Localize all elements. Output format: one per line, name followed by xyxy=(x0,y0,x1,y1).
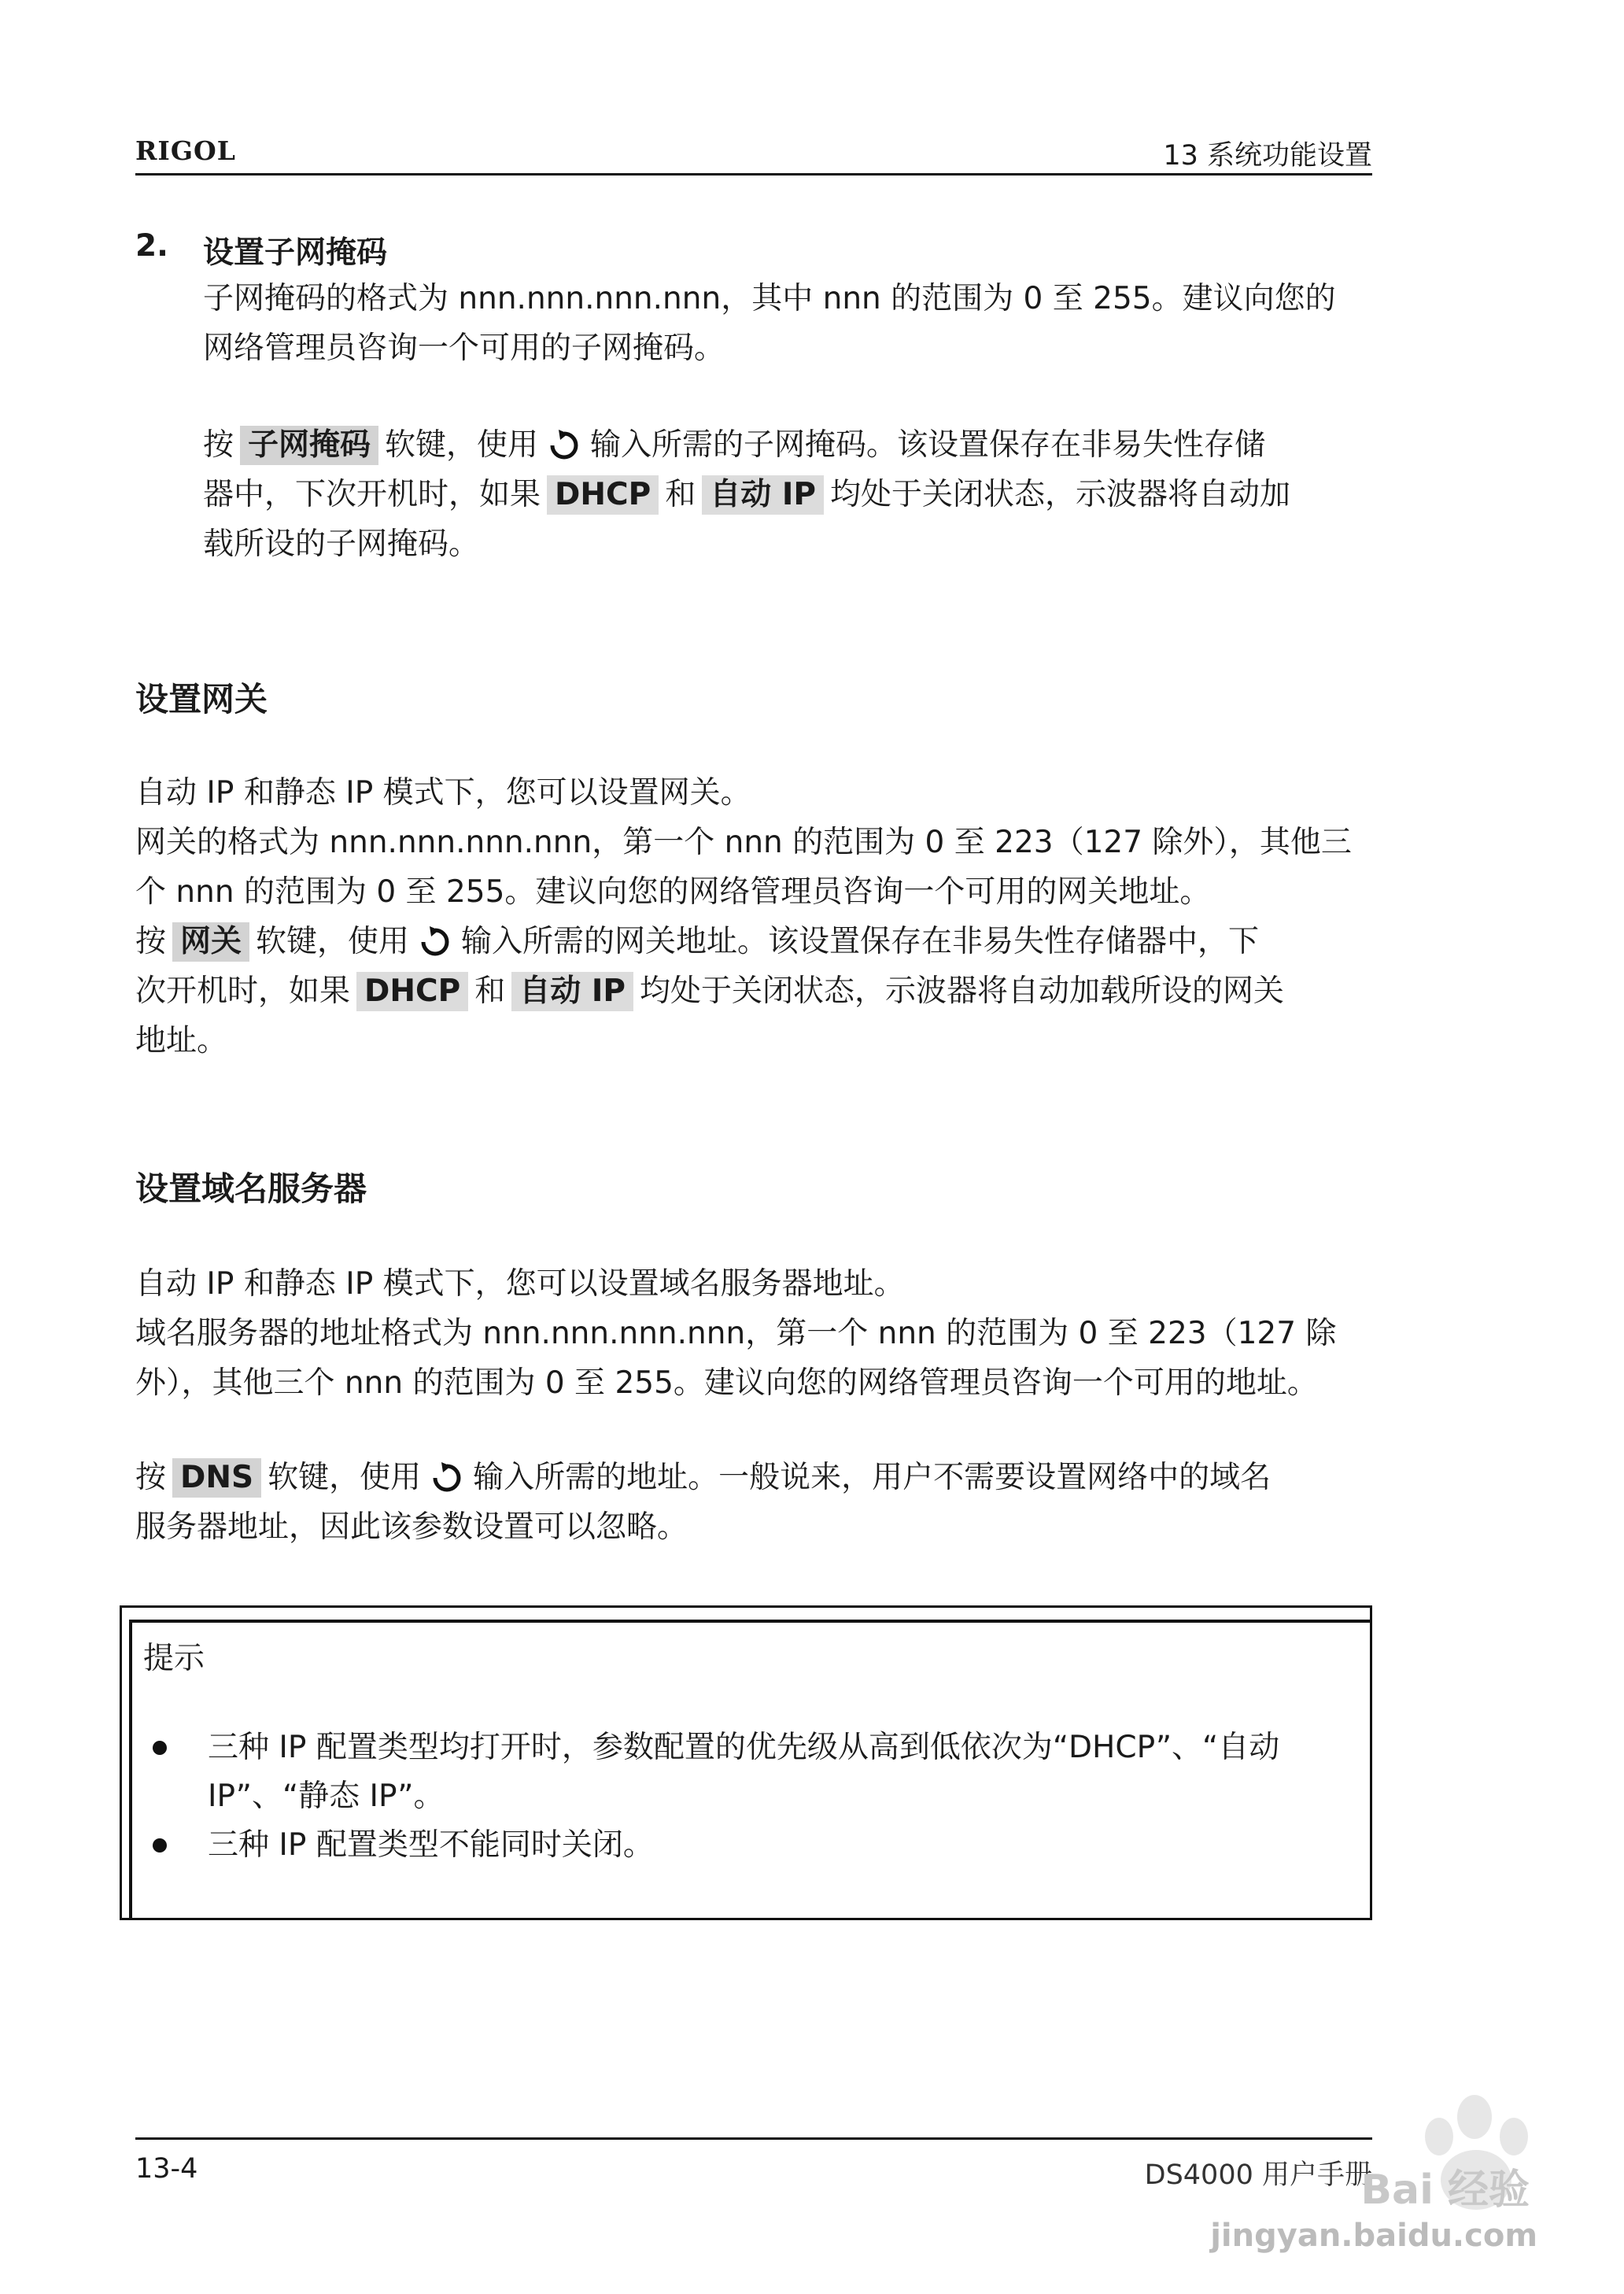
multifunction-knob-icon xyxy=(429,1461,465,1492)
gateway-text: 自动 IP 和静态 IP 模式下，您可以设置网关。 网关的格式为 nnn.nnn.nnn.nnn，第一个 nnn 的范围为 0 至 223（127 除外），其他三 个 nnn 的范围为 0 至 255。建议向您的网络管理员咨询一个可用的网关地址。 按 网关 软键，使用 输入所需的网关地址。该设置保存在非易失性存储器中，下 次开机时，如果 DHCP 和 自动 IP 均处于关闭状态，示波器将自动加载所设的网关 地址。 xyxy=(135,775,1352,1058)
paw-watermark-icon xyxy=(1301,2062,1537,2243)
watermark-url: jingyan.baidu.com xyxy=(1210,2218,1537,2254)
softkey-auto-ip: 自动 IP xyxy=(702,475,824,515)
subnet-format-text: 子网掩码的格式为 nnn.nnn.nnn.nnn，其中 nnn 的范围为 0 至 255。建议向您的 网络管理员咨询一个可用的子网掩码。 xyxy=(203,281,1336,366)
gateway-heading: 设置网关 xyxy=(135,680,268,718)
multifunction-knob-icon xyxy=(417,925,453,956)
bullet-icon xyxy=(153,1741,167,1755)
manual-title: DS4000 用户手册 xyxy=(1144,2159,1372,2191)
softkey-dhcp: DHCP xyxy=(356,972,468,1011)
subnet-instructions: 按 子网掩码 软键，使用 输入所需的子网掩码。该设置保存在非易失性存储 器中，下次开机时，如果 DHCP 和 自动 IP 均处于关闭状态，示波器将自动加 载所设的子网掩码。 xyxy=(203,427,1290,562)
brand-logo: RIGOL xyxy=(135,135,236,166)
note-box-inner-border xyxy=(129,1620,132,1920)
note-item-2: 三种 IP 配置类型不能同时关闭。 xyxy=(208,1827,654,1863)
softkey-dns: DNS xyxy=(172,1458,261,1498)
softkey-dhcp: DHCP xyxy=(547,475,659,515)
softkey-subnet-mask: 子网掩码 xyxy=(240,426,378,465)
watermark-brand: Bai 经验 xyxy=(1360,2167,1530,2214)
page-number: 13-4 xyxy=(135,2153,198,2185)
note-item-1: 三种 IP 配置类型均打开时，参数配置的优先级从高到低依次为“DHCP”、“自动 IP”、“静态 IP”。 xyxy=(208,1730,1280,1814)
multifunction-knob-icon xyxy=(546,428,582,460)
dns-text: 自动 IP 和静态 IP 模式下，您可以设置域名服务器地址。 域名服务器的地址格式为 nnn.nnn.nnn.nnn，第一个 nnn 的范围为 0 至 223（127 除 外），其他三个 nnn 的范围为 0 至 255。建议向您的网络管理员咨询一个可用的地址。 xyxy=(135,1266,1337,1401)
bullet-icon xyxy=(153,1838,167,1853)
dns-instructions: 按 DNS 软键，使用 输入所需的地址。一般说来，用户不需要设置网络中的域名 服务器地址，因此该参数设置可以忽略。 xyxy=(135,1460,1272,1545)
header-rule xyxy=(135,173,1372,175)
subnet-heading: 设置子网掩码 xyxy=(203,235,388,271)
step-number: 2. xyxy=(135,228,168,264)
chapter-title: 13 系统功能设置 xyxy=(1163,140,1372,172)
footer-rule xyxy=(135,2137,1372,2140)
dns-heading: 设置域名服务器 xyxy=(135,1169,367,1208)
note-title: 提示 xyxy=(143,1641,205,1676)
softkey-gateway: 网关 xyxy=(172,922,249,962)
note-box-inner-border xyxy=(129,1620,1370,1623)
softkey-auto-ip: 自动 IP xyxy=(511,972,633,1011)
